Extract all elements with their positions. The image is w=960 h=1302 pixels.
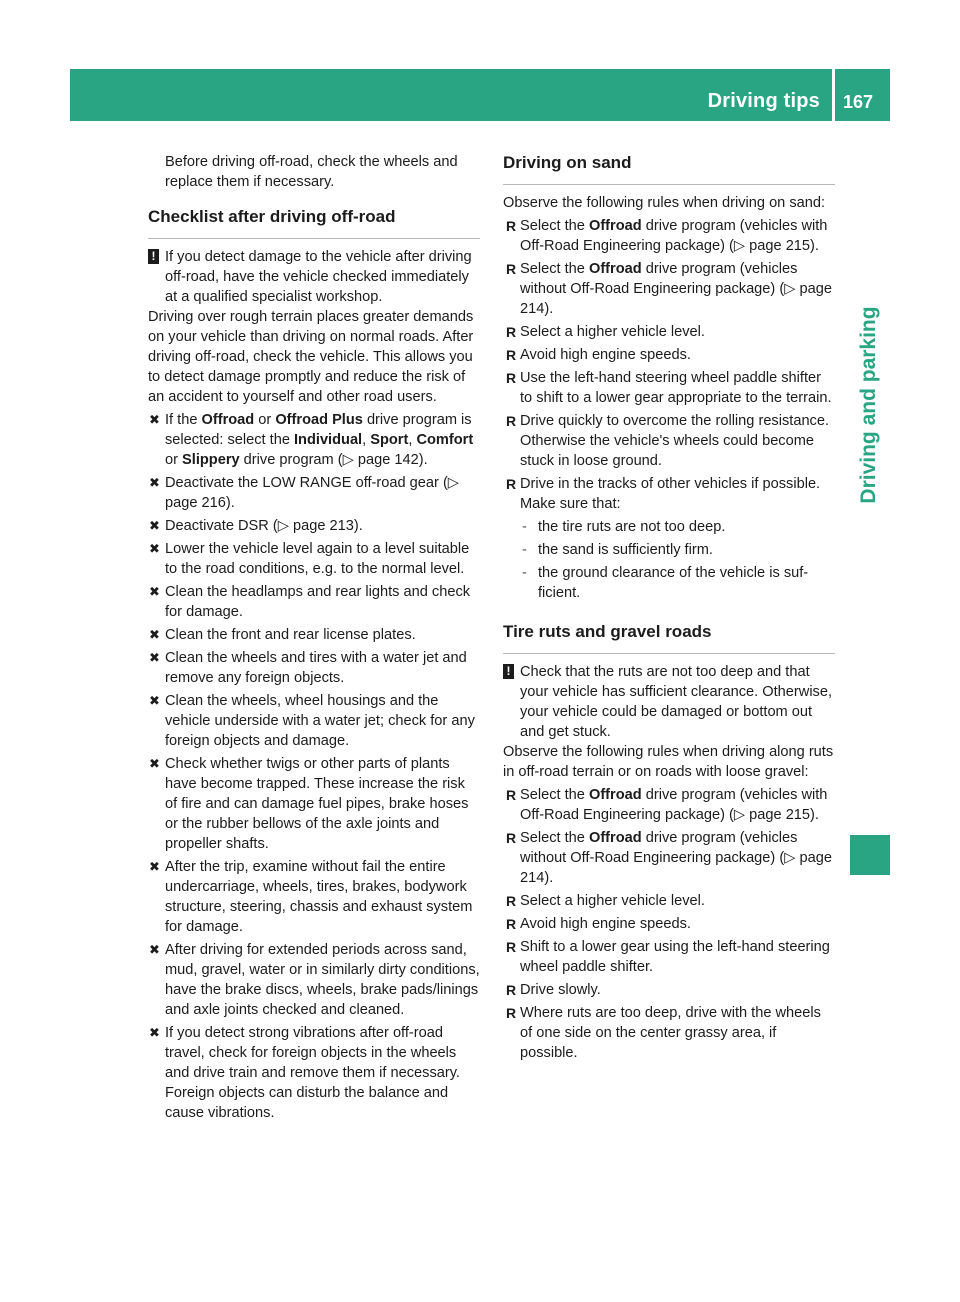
list-item: ✖ Clean the wheels and tires with a water jet and remove any foreign objects.	[149, 650, 467, 686]
dash-icon: -	[522, 519, 527, 535]
step-marker-icon: ✖	[149, 693, 160, 708]
list-item: R Use the left-hand steering wheel paddle shifter to shift to a lower gear appropriate to the terrain.	[506, 370, 832, 406]
list-item: R Drive quickly to overcome the rolling resistance. Otherwise the vehicle's wheels could become stuck in loose ground.	[506, 413, 830, 469]
ruts-intro: Observe the following rules when driving along ruts in off-road terrain or on roads with loose gravel:	[503, 744, 834, 780]
heading-checklist: Checklist after driving off-road	[148, 206, 480, 239]
heading-driving-on-sand: Driving on sand	[503, 152, 835, 185]
bullet-icon: R	[506, 1005, 517, 1021]
warning-text: Check that the ruts are not too deep and that your vehicle has sufficient clearance. Otherwise, your vehicle could be damaged or bottom out and get stuck.	[520, 664, 833, 740]
step-marker-icon: ✖	[149, 1025, 160, 1040]
left-column	[148, 152, 480, 1123]
bullet-icon: R	[506, 476, 517, 492]
list-item: R Drive in the tracks of other vehicles if possible. Make sure that:	[506, 476, 821, 512]
bullet-icon: R	[506, 261, 517, 277]
bullet-icon: R	[506, 787, 517, 803]
list-item: ✖ Lower the vehicle level again to a level suitable to the road conditions, e.g. to the normal level.	[149, 541, 470, 577]
warning-icon: !	[503, 664, 514, 679]
list-item: ✖ Check whether twigs or other parts of plants have become trapped. These increase the risk of fire and can damage fuel pipes, brake hoses or the rubber bellows of the axle joints and propeller shafts.	[149, 756, 469, 852]
step-marker-icon: ✖	[149, 859, 160, 874]
list-item: R Select the Offroad drive program (vehicles without Off-Road Engineering package) (▷ page 214).	[506, 830, 832, 886]
list-item: ✖ After driving for extended periods across sand, mud, gravel, water or in similarly dirty conditions, have the brake discs, wheels, brake pads/linings and axle joints checked and cleaned.	[149, 942, 480, 1018]
list-item: R Where ruts are too deep, drive with the wheels of one side on the center grassy area, if possible.	[506, 1005, 821, 1061]
list-item: R Drive slowly.	[506, 982, 601, 998]
side-tab	[850, 300, 888, 510]
checklist	[148, 410, 480, 1123]
sand-rules-list	[503, 216, 835, 514]
side-thumb-marker	[850, 835, 890, 875]
bullet-icon: R	[506, 916, 517, 932]
list-item: ✖ Clean the front and rear license plates.	[149, 627, 416, 643]
step-marker-icon: ✖	[149, 627, 160, 642]
list-item: ✖ Deactivate the LOW RANGE off-road gear (▷ page 216).	[149, 475, 460, 511]
sublist-item: - the sand is sufficiently firm.	[522, 542, 713, 558]
body-paragraph: Driving over rough terrain places greater demands on your vehicle than driving on normal roads. After driving off-road, check the vehicle. This allows you to detect damage promptly and reduce the risk of an accident to yourself and other road users.	[148, 309, 474, 405]
step-marker-icon: ✖	[149, 942, 160, 957]
warning-text: If you detect damage to the vehicle after driving off-road, have the vehicle checked immediately at a qualified specialist workshop.	[165, 249, 472, 305]
side-tab-label: Driving and parking	[857, 306, 880, 504]
bullet-icon: R	[506, 939, 517, 955]
chapter-title: Driving tips	[707, 90, 820, 112]
heading-tire-ruts: Tire ruts and gravel roads	[503, 621, 835, 654]
list-item: ✖ Clean the headlamps and rear lights and check for damage.	[149, 584, 471, 620]
bullet-icon: R	[506, 982, 517, 998]
bullet-icon: R	[506, 413, 517, 429]
step-marker-icon: ✖	[149, 756, 160, 771]
step-marker-icon: ✖	[149, 518, 160, 533]
list-item: R Avoid high engine speeds.	[506, 916, 691, 932]
sublist-item: - the ground clearance of the vehicle is sufficient.	[522, 565, 809, 601]
list-item: R Select the Offroad drive program (vehicles with Off-Road Engineering package) (▷ page 215).	[506, 787, 828, 823]
list-item: ✖ After the trip, examine without fail the entire undercarriage, wheels, tires, brakes, bodywork structure, steering, chassis and exhaust system for damage.	[149, 859, 473, 935]
warning-icon: !	[148, 249, 159, 264]
ruts-rules-list	[503, 785, 835, 1063]
list-item: R Select the Offroad drive program (vehicles with Off-Road Engineering package) (▷ page 215).	[506, 218, 828, 254]
bullet-icon: R	[506, 218, 517, 234]
step-marker-icon: ✖	[149, 541, 160, 556]
list-item: R Shift to a lower gear using the left-hand steering wheel paddle shifter.	[506, 939, 830, 975]
bullet-icon: R	[506, 370, 517, 386]
step-marker-icon: ✖	[149, 412, 160, 427]
step-marker-icon: ✖	[149, 475, 160, 490]
warning-block	[148, 247, 480, 307]
header-bar	[70, 69, 832, 121]
list-item: R Select a higher vehicle level.	[506, 893, 705, 909]
list-item: ✖ Deactivate DSR (▷ page 213).	[149, 518, 363, 534]
list-item: R Select the Offroad drive program (vehicles without Off-Road Engineering package) (▷ page 214).	[506, 261, 832, 317]
bullet-icon: R	[506, 830, 517, 846]
intro-text: Before driving off-road, check the wheels and replace them if necessary.	[165, 154, 458, 190]
list-item: R Select a higher vehicle level.	[506, 324, 705, 340]
sand-sublist	[503, 517, 835, 603]
bullet-icon: R	[506, 324, 517, 340]
right-column	[503, 152, 835, 1063]
page-number: 167	[843, 92, 874, 112]
step-marker-icon: ✖	[149, 650, 160, 665]
sand-intro: Observe the following rules when driving on sand:	[503, 195, 826, 211]
bullet-icon: R	[506, 347, 517, 363]
list-item: ✖ If you detect strong vibrations after off-road travel, check for foreign objects in the wheels and drive train and remove them if necessary. Foreign objects can disturb the balance and cause vibrations.	[149, 1025, 460, 1121]
list-item: R Avoid high engine speeds.	[506, 347, 691, 363]
warning-block	[503, 662, 835, 742]
list-item: ✖ If the Offroad or Offroad Plus drive program is selected: select the Individual, Sport, Comfort or Slippery drive program (▷ page 142).	[149, 412, 474, 468]
dash-icon: -	[522, 542, 527, 558]
sublist-item: - the tire ruts are not too deep.	[522, 519, 726, 535]
list-item: ✖ Clean the wheels, wheel housings and the vehicle underside with a water jet; check for any foreign objects and damage.	[149, 693, 475, 749]
page-number-box	[835, 69, 890, 121]
dash-icon: -	[522, 565, 527, 581]
step-marker-icon: ✖	[149, 584, 160, 599]
bullet-icon: R	[506, 893, 517, 909]
